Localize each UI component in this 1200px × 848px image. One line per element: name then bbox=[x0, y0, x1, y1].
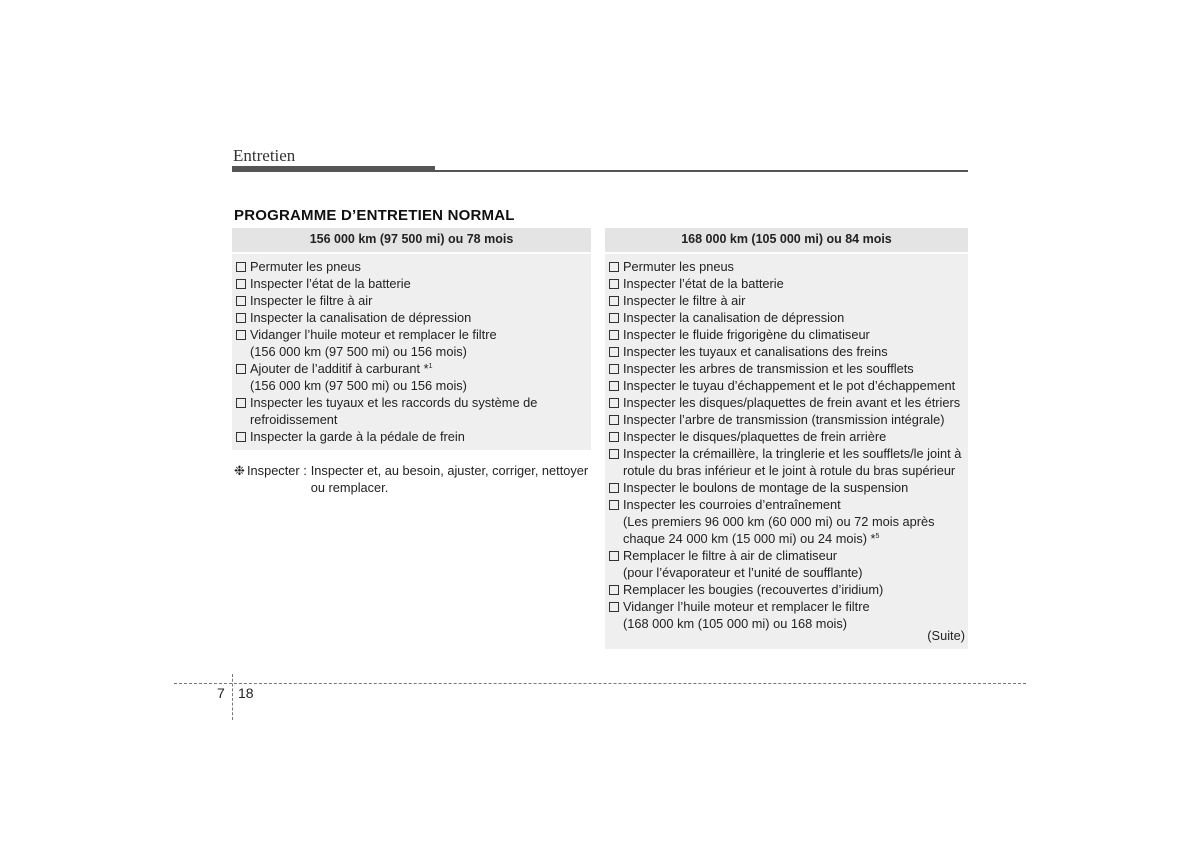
checklist-item bbox=[609, 343, 965, 360]
checklist bbox=[232, 254, 591, 450]
checklist-item bbox=[609, 309, 965, 326]
item-text: Inspecter la canalisation de dépression bbox=[250, 310, 472, 325]
checklist-item bbox=[609, 428, 965, 445]
asterism-icon: ❉ bbox=[234, 463, 245, 478]
checkbox-icon bbox=[236, 279, 246, 289]
item-text: Vidanger l’huile moteur et remplacer le filtre bbox=[623, 599, 870, 614]
item-detail: (168 000 km (105 000 mi) ou 168 mois) bbox=[623, 616, 848, 631]
item-text: Inspecter les tuyaux et les raccords du système de bbox=[250, 395, 538, 410]
footer-divider bbox=[174, 683, 1026, 684]
item-text: Inspecter l’arbre de transmission (transmission intégrale) bbox=[623, 412, 945, 427]
item-text: Inspecter la canalisation de dépression bbox=[623, 310, 845, 325]
item-detail: rotule du bras inférieur et le joint à rotule du bras supérieur bbox=[623, 463, 956, 478]
item-detail: (156 000 km (97 500 mi) ou 156 mois) bbox=[250, 378, 467, 393]
checkbox-icon bbox=[609, 602, 619, 612]
checkbox-icon bbox=[609, 330, 619, 340]
header-rule-accent bbox=[232, 166, 435, 172]
checklist-item bbox=[609, 258, 965, 275]
page-number: 18 bbox=[238, 685, 254, 701]
item-text: Inspecter le fluide frigorigène du climatiseur bbox=[623, 327, 870, 342]
checkbox-icon bbox=[609, 449, 619, 459]
page-number-separator bbox=[232, 674, 233, 720]
checkbox-icon bbox=[609, 415, 619, 425]
checklist bbox=[605, 254, 968, 649]
checklist-item bbox=[609, 598, 965, 632]
checklist-item bbox=[236, 275, 588, 292]
item-text: Inspecter les arbres de transmission et les soufflets bbox=[623, 361, 914, 376]
checkbox-icon bbox=[609, 364, 619, 374]
item-text: Inspecter l’état de la batterie bbox=[623, 276, 784, 291]
checklist-item bbox=[236, 292, 588, 309]
item-text: Inspecter les courroies d’entraînement bbox=[623, 497, 841, 512]
item-text: Inspecter l’état de la batterie bbox=[250, 276, 411, 291]
checklist-item bbox=[609, 377, 965, 394]
item-text: Inspecter le filtre à air bbox=[250, 293, 373, 308]
checklist-item bbox=[609, 394, 965, 411]
item-detail: (156 000 km (97 500 mi) ou 156 mois) bbox=[250, 344, 467, 359]
checkbox-icon bbox=[609, 313, 619, 323]
checkbox-icon bbox=[609, 262, 619, 272]
checklist-item bbox=[236, 309, 588, 326]
checklist-item bbox=[236, 394, 588, 428]
item-text: Ajouter de l’additif à carburant * bbox=[250, 361, 429, 376]
checkbox-icon bbox=[609, 500, 619, 510]
checkbox-icon bbox=[236, 313, 246, 323]
item-text: Inspecter le filtre à air bbox=[623, 293, 746, 308]
checkbox-icon bbox=[609, 551, 619, 561]
checklist-item bbox=[609, 275, 965, 292]
checklist-item bbox=[236, 258, 588, 275]
item-text: Inspecter le disques/plaquettes de frein arrière bbox=[623, 429, 887, 444]
checklist-item bbox=[236, 428, 588, 445]
item-detail: (pour l’évaporateur et l’unité de soufflante) bbox=[623, 565, 863, 580]
item-text: Vidanger l’huile moteur et remplacer le filtre bbox=[250, 327, 497, 342]
checkbox-icon bbox=[609, 432, 619, 442]
item-text: Inspecter le boulons de montage de la suspension bbox=[623, 480, 909, 495]
checklist-item bbox=[609, 581, 965, 598]
checkbox-icon bbox=[609, 347, 619, 357]
checklist-item bbox=[609, 360, 965, 377]
item-text: Remplacer les bougies (recouvertes d’iridium) bbox=[623, 582, 884, 597]
item-text: Permuter les pneus bbox=[250, 259, 361, 274]
checklist-item bbox=[609, 496, 965, 547]
checklist-item bbox=[236, 326, 588, 360]
interval-header: 168 000 km (105 000 mi) ou 84 mois bbox=[605, 228, 968, 252]
footnote-ref: 5 bbox=[875, 533, 880, 540]
checkbox-icon bbox=[236, 432, 246, 442]
checkbox-icon bbox=[236, 330, 246, 340]
item-text: Remplacer le filtre à air de climatiseur bbox=[623, 548, 838, 563]
continued-label: (Suite) bbox=[927, 628, 965, 643]
checklist-item bbox=[609, 479, 965, 496]
checklist-item bbox=[609, 547, 965, 581]
maintenance-table-168000 bbox=[605, 228, 968, 649]
item-text: Inspecter les disques/plaquettes de frein avant et les étriers bbox=[623, 395, 961, 410]
section-title: Entretien bbox=[233, 146, 296, 165]
checkbox-icon bbox=[609, 279, 619, 289]
item-detail: chaque 24 000 km (15 000 mi) ou 24 mois) * bbox=[623, 531, 876, 546]
checkbox-icon bbox=[609, 296, 619, 306]
note-term: Inspecter : bbox=[247, 463, 307, 478]
page-heading: PROGRAMME D’ENTRETIEN NORMAL bbox=[234, 207, 515, 224]
item-text: Inspecter la crémaillère, la tringlerie et les soufflets/le joint à bbox=[623, 446, 962, 461]
note-definition: Inspecter et, au besoin, ajuster, corriger, nettoyer ou remplacer. bbox=[310, 463, 589, 495]
item-detail: refroidissement bbox=[250, 412, 338, 427]
chapter-number: 7 bbox=[217, 685, 225, 701]
checkbox-icon bbox=[236, 398, 246, 408]
interval-header: 156 000 km (97 500 mi) ou 78 mois bbox=[232, 228, 591, 252]
checklist-item bbox=[236, 360, 588, 394]
checkbox-icon bbox=[609, 483, 619, 493]
checklist-item bbox=[609, 292, 965, 309]
item-detail: (Les premiers 96 000 km (60 000 mi) ou 72 mois après bbox=[623, 514, 935, 529]
checklist-item bbox=[609, 411, 965, 428]
footnote-ref: 1 bbox=[428, 363, 433, 370]
item-text: Inspecter le tuyau d’échappement et le pot d’échappement bbox=[623, 378, 956, 393]
checklist-item bbox=[609, 326, 965, 343]
checkbox-icon bbox=[609, 381, 619, 391]
definition-note bbox=[232, 462, 591, 496]
item-text: Inspecter les tuyaux et canalisations des freins bbox=[623, 344, 888, 359]
checkbox-icon bbox=[236, 364, 246, 374]
item-text: Inspecter la garde à la pédale de frein bbox=[250, 429, 465, 444]
item-text: Permuter les pneus bbox=[623, 259, 734, 274]
checkbox-icon bbox=[609, 398, 619, 408]
checklist-item bbox=[609, 445, 965, 479]
checkbox-icon bbox=[236, 296, 246, 306]
checkbox-icon bbox=[609, 585, 619, 595]
maintenance-table-156000 bbox=[232, 228, 591, 496]
checkbox-icon bbox=[236, 262, 246, 272]
